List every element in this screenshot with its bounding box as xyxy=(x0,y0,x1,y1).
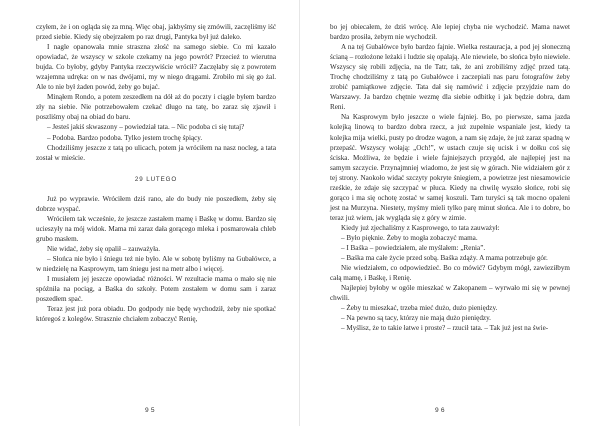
dialogue-line: – Na pewno są tacy, którzy nie mają dużo pieniędzy. xyxy=(341,314,491,323)
paragraph: Najlepiej byłoby w ogóle mieszkać w Zakopanem – wyrwało mi się w pewnej chwili. xyxy=(330,284,570,303)
paragraph: Już po wyprawie. Wróciłem dziś rano, ale do budy nie poszedłem, żeby się dobrze wyspać. xyxy=(36,194,276,213)
dialogue-line: Nie widać, żeby się opalił – zauważyła. xyxy=(47,244,161,253)
paragraph: Chodziliśmy jeszcze z tatą po ulicach, potem ja wróciłem na nasz nocleg, a tata został w mieście. xyxy=(36,143,276,162)
paragraph: Wróciłem tak wcześnie, że jeszcze zastałem mamę i Baśkę w domu. Bardzo się ucieszyły na mój widok. Mama mi zaraz dała gorącego mleka i posmarowała chleb grubo masłem. xyxy=(36,214,276,243)
paragraph: Minąłem Rondo, a potem zeszedłem na dół aż do poczty i ciągle byłem bardzo zły na siebie. Nie potrzebowałem czekać długo na tatę, bo zaraz się zjawił i poszliśmy obaj na obiad do baru. xyxy=(36,93,276,122)
dialogue-line: – Baśka ma całe życie przed sobą. Baśka zdąży. A mama potrzebuje gór. xyxy=(341,254,548,263)
paragraph: Na Kasprowym było jeszcze o wiele fajniej. Bo, po pierwsze, sama jazda kolejką linową to bardzo dobra rzecz, a już zupełnie wspaniale jest, kiedy ta kolejka mija wielki, pusty po drodze wagon, a nam się zdaje, że już zaraz spadną w przepaść. Wszyscy wołają: „Och!”, w ustach czuje się ucisk i w dołku coś się ściska. Możliwa, że będzie i wiele fajniejszych przygód, ale najlepiej jest na samym szczycie. Przynajmniej wiadomo, że jest się w górach. Nie widziałem gór z tej strony. Naokoło widać szczyty pokryte śniegiem, a powietrze jest niesamowicie rześkie, że zdaje się szczypać w płuca. Kiedy na chwilę wyszło słońce, robi się gorąco i ma się ochotę zostać w samej koszuli. Tam turyści są tak mocno opaleni jest na Murzyna. Niestety, myśmy mieli tylko parę minut słońca. Ale i to dobre, bo teraz już wiem, jak wygląda się z góry w zimie. xyxy=(330,113,570,222)
page-number-left: 95 xyxy=(145,407,157,414)
paragraph: Kiedy już zjechaliśmy z Kasprowego, to tata zauważył: xyxy=(341,223,500,232)
paragraph: bo jej obiecałem, że dziś wrócę. Ale lepiej chyba nie wychodzić. Mama nawet bardzo prosiła, żebym nie wychodził. xyxy=(330,23,570,42)
dialogue-line: – Żeby tu mieszkać, trzeba mieć dużo, dużo pieniędzy. xyxy=(341,304,498,313)
paragraph: A na tej Gubałówce było bardzo fajnie. Wielka restauracja, a pod jej słoneczną ścianą – rozłożone leżaki i ludzie się opalają. Ale niewiele, bo słońca było niewiele. Wszyscy się robili zdjęcia, na tle Tatr, tak, że ani zrobiliśmy zdjęć przed tatą. Trochę chodziliśmy z tatą po Gubałówce i zaczepiali nas paru fotografów żeby zrobić pamiątkowe zdjęcie. Tata dał się namówić i zdjęcie przyjdzie nam do Warszawy. Ja bardzo chętnie wezmę dla siebie odbitkę i jak będzie dobra, dam Reni. xyxy=(330,43,570,112)
dialogue-line: – I Baśka – powiedziałem, ale myślałem: „Renia”. xyxy=(341,244,486,253)
paragraph: Nie wiedziałem, co odpowiedzieć. Bo co mówić? Gdybym mógł, zawieziłbym całą mamę, i Baśkę, i Renię. xyxy=(330,264,570,283)
right-page-text xyxy=(330,22,570,333)
dialogue-line: – Słońca nie było i śniegu też nie było. Ale w sobotę byliśmy na Gubałówce, a w niedzielę na Kasprowym, tam śniegu jest na metr albo i więcej. xyxy=(36,254,276,274)
dialogue-line: – Jesteś jakiś skwaszony – powiedział tata. – Nic podoba ci się tutaj? xyxy=(47,123,245,132)
right-page xyxy=(300,0,600,426)
paragraph: Teraz jest już pora obiadu. Do godpody nie będę wychodził, żeby nie spotkać któregoś z kolegów. Strasznie chciałem zobaczyć Renię, xyxy=(36,305,276,324)
date-heading: 29 LUTEGO xyxy=(134,175,178,183)
dialogue-line: – Podoba. Bardzo podoba. Tylko jestem trochę śpiący. xyxy=(47,133,203,142)
paragraph: czyłem, że i on ogląda się za mną. Więc obaj, jakbyśmy się zmówili, zaczęliśmy iść przed siebie. Kiedy się obejrzałem po raz drugi, Pantyka był już daleko. xyxy=(36,23,276,42)
left-page-text xyxy=(36,22,276,324)
dialogue-line: – Było pięknie. Żeby to mogła zobaczyć mama. xyxy=(341,233,478,242)
page-number-right: 96 xyxy=(435,407,447,414)
paragraph: I nagle opanowała mnie straszna złość na samego siebie. Co mi kazało opowiadać, że wszyscy w szkole czekamy na jego powrót? Przecież to wierutna bujda. Co byłoby, gdyby Pantyka rzeczywiście wrócił? Zaczęłaby się z powrotem wzajemna udręka: on w nas dwójami, my w niego drągami. Zrobiło mi się go żal. Ale to nie był żaden powód, żeby go bujać. xyxy=(36,43,276,92)
dialogue-line: – Myślisz, że to takie łatwe i proste? – rzucił tata. – Tak już jest na świe- xyxy=(341,324,549,333)
paragraph: I musiałem jej jeszcze opowiadać różności. W rezultacie mama o mało się nie spóźniła na pociąg, a Baśka do szkoły. Potem zostałem w domu sam i zaraz poszedłem spać. xyxy=(36,275,276,304)
